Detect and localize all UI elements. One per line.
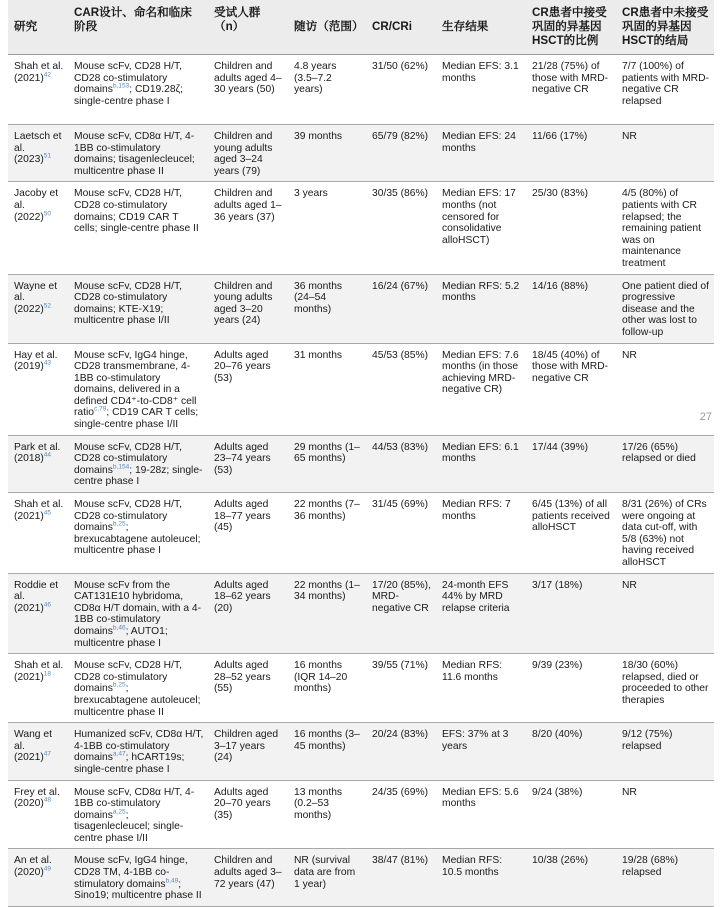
cell-survival: Median RFS: 11.6 months xyxy=(436,654,526,723)
header-followup: 随访（范围） xyxy=(288,0,366,55)
reference-link[interactable]: 51 xyxy=(43,152,51,160)
cell-followup: 31 months xyxy=(288,343,366,435)
cell-survival: Median EFS: 7.6 months (in those achieving MRD-negative CR) xyxy=(436,343,526,435)
cell-followup: 22 months (7–36 months) xyxy=(288,493,366,574)
table-row xyxy=(8,55,714,125)
cell-car-design xyxy=(68,493,208,574)
car-punct: ; xyxy=(178,878,182,890)
study-name: Wang et al. (2021) xyxy=(14,729,52,764)
cell-population: Children and young adults aged 3–20 years (24) xyxy=(208,274,288,343)
car-text-rest: AUTO1; multicentre phase I xyxy=(74,625,168,649)
car-text-rest: tisagenlecleucel; multicentre phase II xyxy=(74,154,195,177)
cell-cr: 17/20 (85%), MRD-negative CR xyxy=(366,573,436,654)
cell-car-design xyxy=(68,435,208,492)
cell-cr: 45/53 (85%) xyxy=(366,343,436,435)
car-punct: ; xyxy=(129,84,133,96)
cell-car-design xyxy=(68,654,208,723)
cell-study xyxy=(8,274,68,343)
cell-car-design xyxy=(68,182,208,274)
cell-population: Adults aged 20–70 years (35) xyxy=(208,780,288,849)
cell-hsct-rate: 21/28 (75%) of those with MRD-negative CR xyxy=(526,55,616,125)
car-t-trials-table xyxy=(8,0,714,907)
study-name: Shah et al. (2021) xyxy=(14,660,64,683)
cell-study xyxy=(8,573,68,654)
cell-study xyxy=(8,723,68,780)
car-text-rest: tisagenlecleucel; single-centre phase I/II xyxy=(74,821,184,844)
cell-hsct-rate: 18/45 (40%) of those with MRD-negative CR xyxy=(526,343,616,435)
car-superscript: b,46 xyxy=(112,624,126,632)
header-study: 研究 xyxy=(8,0,68,55)
table-row xyxy=(8,780,714,849)
reference-link[interactable]: 44 xyxy=(43,451,51,459)
cell-survival: Median RFS: 7 months xyxy=(436,493,526,574)
cell-survival: Median RFS: 10.5 months xyxy=(436,849,526,906)
cell-survival: EFS: 37% at 3 years xyxy=(436,723,526,780)
page-number: 27 xyxy=(699,411,712,423)
reference-link[interactable]: 49 xyxy=(43,865,51,873)
cell-outcome: 7/7 (100%) of patients with MRD-negative CR relapsed xyxy=(616,55,714,125)
study-name: Jacoby et al. (2022) xyxy=(14,188,59,223)
cell-survival: Median EFS: 6.1 months xyxy=(436,435,526,492)
cell-outcome: NR xyxy=(616,125,714,182)
table-row xyxy=(8,274,714,343)
cell-population: Adults aged 28–52 years (55) xyxy=(208,654,288,723)
cell-population: Children and adults aged 1–36 years (37) xyxy=(208,182,288,274)
car-text-rest: hCART19s; single-centre phase I xyxy=(74,752,185,775)
cell-followup: 22 months (1–34 months) xyxy=(288,573,366,654)
cell-cr: 65/79 (82%) xyxy=(366,125,436,182)
study-name: Shah et al. (2021) xyxy=(14,499,64,522)
cell-outcome: One patient died of progressive disease and the other was lost to follow-up xyxy=(616,274,714,343)
car-text: Mouse scFv from the CAT131E10 hybridoma, CD8α H/T domain, with a 4-1BB co-stimulatory domains xyxy=(74,579,202,637)
cell-study xyxy=(8,182,68,274)
car-text: Mouse scFv, IgG4 hinge, CD28 transmembrane, 4-1BB co-stimulatory domains, delivered in a defined CD4⁺-to-CD8⁺ cell ratio xyxy=(74,349,197,419)
car-superscript: b,25 xyxy=(112,681,126,689)
reference-link[interactable]: 43 xyxy=(43,359,51,367)
cell-study xyxy=(8,780,68,849)
reference-link[interactable]: 48 xyxy=(43,796,51,804)
cell-study xyxy=(8,849,68,906)
cell-cr: 39/55 (71%) xyxy=(366,654,436,723)
cell-population: Adults aged 18–62 years (20) xyxy=(208,573,288,654)
cell-followup: 13 months (0.2–53 months) xyxy=(288,780,366,849)
cell-car-design xyxy=(68,849,208,906)
car-punct: ; xyxy=(125,683,129,695)
cell-hsct-rate: 3/17 (18%) xyxy=(526,573,616,654)
reference-link[interactable]: 47 xyxy=(43,750,51,758)
car-superscript: b,25 xyxy=(112,520,126,528)
cell-outcome: NR xyxy=(616,780,714,849)
study-name: An et al. (2020) xyxy=(14,855,52,879)
table-row xyxy=(8,343,714,435)
car-text: Mouse scFv, IgG4 hinge, CD28 TM, 4-1BB co-stimulatory domains xyxy=(74,855,188,890)
car-text-rest: brexucabtagene autoleucel; multicentre phase II xyxy=(74,694,201,718)
car-text: Mouse scFv, CD8α H/T, 4-1BB co-stimulatory domains xyxy=(74,786,195,821)
cell-outcome: 18/30 (60%) relapsed, died or proceeded to other therapies xyxy=(616,654,714,723)
cell-survival: 24-month EFS 44% by MRD relapse criteria xyxy=(436,573,526,654)
table-row xyxy=(8,493,714,574)
car-text-rest: CD19 CAR T cells; single-centre phase I/II xyxy=(74,407,199,431)
car-text-rest: Sino19; multicentre phase II xyxy=(74,890,202,902)
cell-followup: 16 months (IQR 14–20 months) xyxy=(288,654,366,723)
car-text: Mouse scFv, CD28 H/T, CD28 co-stimulatory domains xyxy=(74,441,182,476)
cell-followup: 39 months xyxy=(288,125,366,182)
table-row xyxy=(8,654,714,723)
study-name: Park et al. (2018) xyxy=(14,441,61,465)
car-text: Mouse scFv, CD28 H/T, CD28 co-stimulatory domains; CD19 CAR T cells; single-centre phase II xyxy=(74,188,199,235)
cell-hsct-rate: 10/38 (26%) xyxy=(526,849,616,906)
car-punct: ; xyxy=(125,809,129,821)
cell-outcome: NR xyxy=(616,573,714,654)
cell-car-design xyxy=(68,55,208,125)
header-survival: 生存结果 xyxy=(436,0,526,55)
cell-study xyxy=(8,343,68,435)
cell-cr: 16/24 (67%) xyxy=(366,274,436,343)
cell-cr: 30/35 (86%) xyxy=(366,182,436,274)
cell-followup: 36 months (24–54 months) xyxy=(288,274,366,343)
table-row xyxy=(8,723,714,780)
header-hsct-rate: CR患者中接受巩固的异基因HSCT的比例 xyxy=(526,0,616,55)
cell-cr: 31/50 (62%) xyxy=(366,55,436,125)
cell-survival: Median EFS: 3.1 months xyxy=(436,55,526,125)
cell-car-design xyxy=(68,723,208,780)
cell-outcome: 17/26 (65%) relapsed or died xyxy=(616,435,714,492)
study-name: Frey et al. (2020) xyxy=(14,786,60,810)
cell-hsct-rate: 17/44 (39%) xyxy=(526,435,616,492)
car-punct: ; xyxy=(125,752,129,764)
cell-hsct-rate: 14/16 (88%) xyxy=(526,274,616,343)
reference-link[interactable]: 18 xyxy=(43,670,51,678)
table-row xyxy=(8,435,714,492)
cell-followup: NR (survival data are from 1 year) xyxy=(288,849,366,906)
cell-cr: 31/45 (69%) xyxy=(366,493,436,574)
cell-hsct-rate: 9/39 (23%) xyxy=(526,654,616,723)
cell-population: Adults aged 20–76 years (53) xyxy=(208,343,288,435)
cell-population: Children and young adults aged 3–24 years (79) xyxy=(208,125,288,182)
study-name: Wayne et al. (2022) xyxy=(14,280,58,315)
cell-population: Adults aged 23–74 years (53) xyxy=(208,435,288,492)
car-superscript: a,25 xyxy=(112,808,126,816)
cell-hsct-rate: 11/66 (17%) xyxy=(526,125,616,182)
cell-hsct-rate: 25/30 (83%) xyxy=(526,182,616,274)
car-punct: ; xyxy=(125,625,129,637)
cell-car-design xyxy=(68,343,208,435)
car-punct: ; xyxy=(106,407,110,419)
study-name: Hay et al. (2019) xyxy=(14,349,58,373)
car-text-rest: 19-28z; single-centre phase I xyxy=(74,464,203,488)
header-population: 受试人群（n） xyxy=(208,0,288,55)
car-superscript: b,154 xyxy=(112,463,130,471)
cell-followup: 3 years xyxy=(288,182,366,274)
car-text-rest: brexucabtagene autoleucel; multicentre phase I xyxy=(74,533,201,557)
cell-outcome: 9/12 (75%) relapsed xyxy=(616,723,714,780)
cell-population: Adults aged 18–77 years (45) xyxy=(208,493,288,574)
study-name: Laetsch et al. (2023) xyxy=(14,131,62,166)
cell-outcome: NR xyxy=(616,343,714,435)
cell-population: Children and adults aged 4–30 years (50) xyxy=(208,55,288,125)
cell-study xyxy=(8,125,68,182)
header-cr: CR/CRi xyxy=(366,0,436,55)
cell-hsct-rate: 6/45 (13%) of all patients received alloHSCT xyxy=(526,493,616,574)
cell-cr: 38/47 (81%) xyxy=(366,849,436,906)
table-row xyxy=(8,573,714,654)
header-car-design: CAR设计、命名和临床阶段 xyxy=(68,0,208,55)
car-text: Mouse scFv, CD28 H/T, CD28 co-stimulatory domains xyxy=(74,660,182,695)
cell-followup: 4.8 years (3.5–7.2 years) xyxy=(288,55,366,125)
cell-car-design xyxy=(68,125,208,182)
car-punct: ; xyxy=(125,522,129,534)
car-superscript: b,49 xyxy=(165,877,179,885)
cell-outcome: 8/31 (26%) of CRs were ongoing at data cut-off, with 5/8 (63%) not having received alloHSCT xyxy=(616,493,714,574)
cell-population: Children and adults aged 3–72 years (47) xyxy=(208,849,288,906)
table-row xyxy=(8,182,714,274)
cell-cr: 24/35 (69%) xyxy=(366,780,436,849)
car-text: Mouse scFv, CD28 H/T, CD28 co-stimulatory domains; KTE-X19; multicentre phase I/II xyxy=(74,280,182,327)
car-text: Mouse scFv, CD28 H/T, CD28 co-stimulatory domains xyxy=(74,61,182,96)
car-superscript: c,79 xyxy=(94,406,107,414)
car-punct: ; xyxy=(129,464,133,476)
cell-car-design xyxy=(68,780,208,849)
reference-link[interactable]: 52 xyxy=(43,302,51,310)
cell-study xyxy=(8,493,68,574)
car-text: Mouse scFv, CD8α H/T, 4-1BB co-stimulatory domains; xyxy=(74,131,195,166)
cell-study xyxy=(8,654,68,723)
cell-study xyxy=(8,435,68,492)
cell-followup: 29 months (1–65 months) xyxy=(288,435,366,492)
cell-survival: Median RFS: 5.2 months xyxy=(436,274,526,343)
cell-population: Children aged 3–17 years (24) xyxy=(208,723,288,780)
cell-outcome: 19/28 (68%) relapsed xyxy=(616,849,714,906)
reference-link[interactable]: 42 xyxy=(43,71,51,79)
cell-hsct-rate: 8/20 (40%) xyxy=(526,723,616,780)
car-superscript: a,47 xyxy=(112,750,126,758)
cell-followup: 16 months (3–45 months) xyxy=(288,723,366,780)
cell-cr: 44/53 (83%) xyxy=(366,435,436,492)
cell-survival: Median EFS: 24 months xyxy=(436,125,526,182)
car-superscript: b,153 xyxy=(112,82,130,90)
table-row xyxy=(8,125,714,182)
header-row xyxy=(8,0,714,55)
cell-car-design xyxy=(68,274,208,343)
cell-outcome: 4/5 (80%) of patients with CR relapsed; the remaining patient was on maintenance treatment xyxy=(616,182,714,274)
table-row xyxy=(8,849,714,906)
car-text: Mouse scFv, CD28 H/T, CD28 co-stimulatory domains xyxy=(74,499,182,534)
cell-study xyxy=(8,55,68,125)
reference-link[interactable]: 45 xyxy=(43,509,51,517)
car-text: Humanized scFv, CD8α H/T, 4-1BB co-stimulatory domains xyxy=(74,729,204,764)
study-name: Roddie et al. (2021) xyxy=(14,579,59,614)
header-no-hsct-outcome: CR患者中未接受巩固的异基因HSCT的结局 xyxy=(616,0,714,55)
car-text-rest: CD19.28ζ; single-centre phase I xyxy=(74,84,183,107)
cell-car-design xyxy=(68,573,208,654)
reference-link[interactable]: 46 xyxy=(43,601,51,609)
cell-survival: Median EFS: 5.6 months xyxy=(436,780,526,849)
cell-hsct-rate: 9/24 (38%) xyxy=(526,780,616,849)
study-name: Shah et al. (2021) xyxy=(14,61,64,84)
reference-link[interactable]: 50 xyxy=(43,210,51,218)
cell-cr: 20/24 (83%) xyxy=(366,723,436,780)
cell-survival: Median EFS: 17 months (not censored for consolidative alloHSCT) xyxy=(436,182,526,274)
